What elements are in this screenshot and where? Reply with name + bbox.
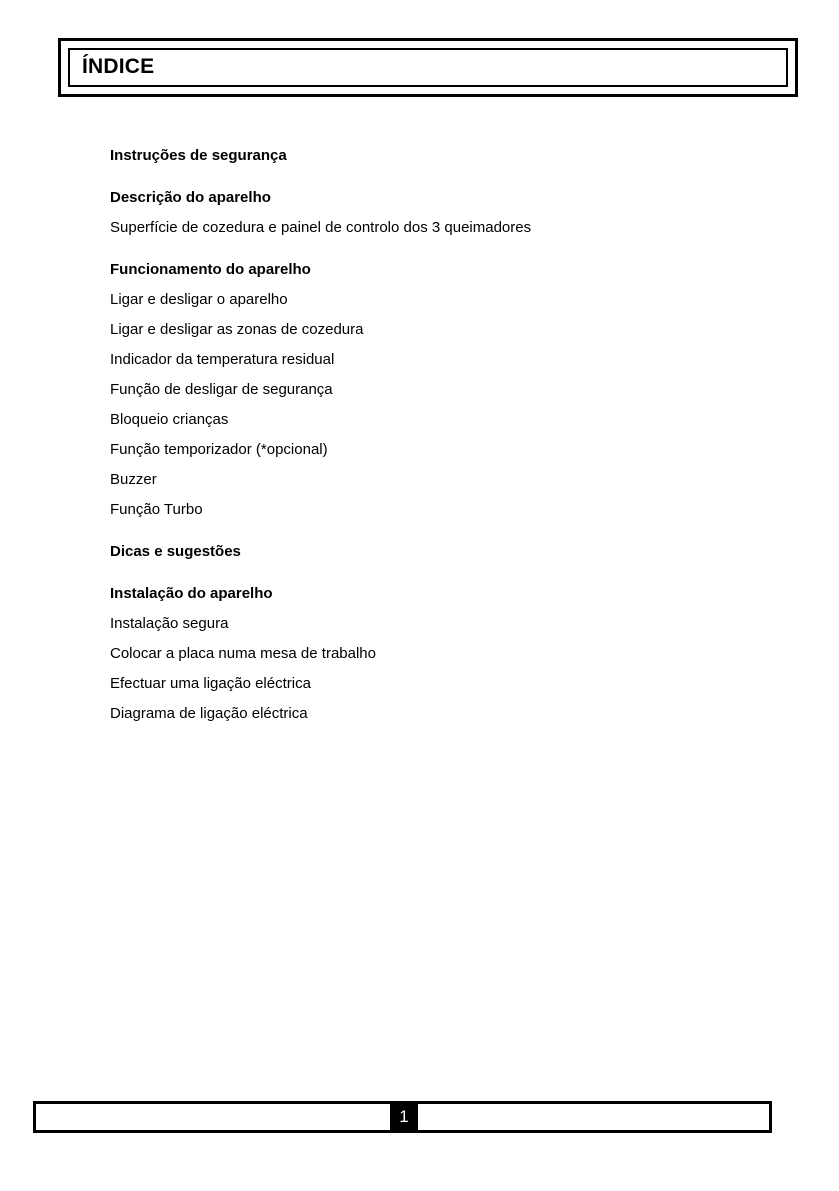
toc-heading: Instruções de segurança — [110, 147, 287, 164]
title-frame-inner — [68, 48, 788, 87]
toc-heading: Funcionamento do aparelho — [110, 261, 311, 278]
title-frame — [58, 38, 798, 97]
page-title: ÍNDICE — [82, 55, 155, 78]
toc-item: Função de desligar de segurança — [110, 381, 333, 398]
toc-item: Função Turbo — [110, 501, 203, 518]
toc-section-tips — [110, 540, 750, 564]
toc-item: Instalação segura — [110, 615, 229, 632]
table-of-contents — [110, 144, 750, 744]
toc-section-description — [110, 186, 750, 240]
toc-item: Buzzer — [110, 471, 157, 488]
toc-item: Efectuar uma ligação eléctrica — [110, 675, 311, 692]
toc-heading: Instalação do aparelho — [110, 585, 273, 602]
page-number: 1 — [390, 1104, 418, 1130]
toc-section-safety — [110, 144, 750, 168]
toc-section-installation — [110, 582, 750, 726]
toc-item: Ligar e desligar o aparelho — [110, 291, 288, 308]
toc-item: Função temporizador (*opcional) — [110, 441, 328, 458]
toc-item: Diagrama de ligação eléctrica — [110, 705, 308, 722]
toc-item: Bloqueio crianças — [110, 411, 229, 428]
toc-item: Indicador da temperatura residual — [110, 351, 335, 368]
toc-item: Colocar a placa numa mesa de trabalho — [110, 645, 376, 662]
toc-item: Superfície de cozedura e painel de controlo dos 3 queimadores — [110, 219, 532, 236]
toc-item: Ligar e desligar as zonas de cozedura — [110, 321, 364, 338]
toc-section-operation — [110, 258, 750, 522]
toc-heading: Descrição do aparelho — [110, 189, 271, 206]
toc-heading: Dicas e sugestões — [110, 543, 241, 560]
footer-bar — [33, 1101, 772, 1133]
